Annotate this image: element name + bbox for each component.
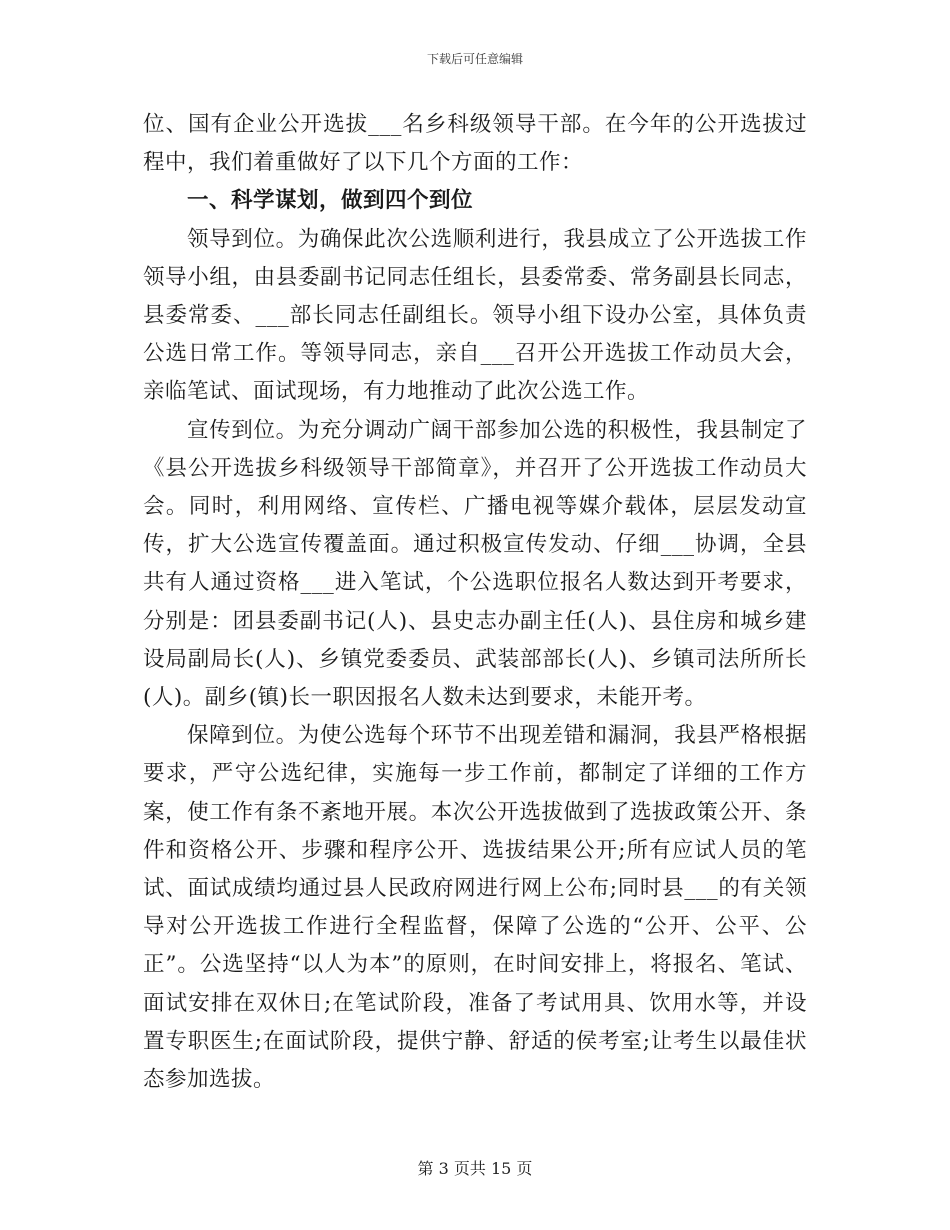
document-body — [143, 106, 807, 1099]
page-number: 第 3 页共 15 页 — [417, 1159, 533, 1178]
paragraph-leadership: 领导到位。为确保此次公选顺利进行，我县成立了公开选拔工作领导小组，由县委副书记同志任组长，县委常委、常务副县长同志，县委常委、___部长同志任副组长。领导小组下设办公室，具体负责公选日常工作。等领导同志，亲自___召开公开选拔工作动员大会，亲临笔试、面试现场，有力地推动了此次公选工作。 — [143, 226, 807, 405]
paragraph-publicity: 宣传到位。为充分调动广阔干部参加公选的积极性，我县制定了《县公开选拔乡科级领导干部简章》，并召开了公开选拔工作动员大会。同时，利用网络、宣传栏、广播电视等媒介载体，层层发动宣传，扩大公选宣传覆盖面。通过积极宣传发动、仔细___协调，全县共有人通过资格___进入笔试，个公选职位报名人数达到开考要求，分别是：团县委副书记(人)、县史志办副主任(人)、县住房和城乡建设局副局长(人)、乡镇党委委员、武装部部长(人)、乡镇司法所所长(人)。副乡(镇)长一职因报名人数未达到要求，未能开考。 — [143, 417, 807, 711]
paragraph-guarantee: 保障到位。为使公选每个环节不出现差错和漏洞，我县严格根据要求，严守公选纪律，实施每一步工作前，都制定了详细的工作方案，使工作有条不紊地开展。本次公开选拔做到了选拔政策公开、条件和资格公开、步骤和程序公开、选拔结果公开;所有应试人员的笔试、面试成绩均通过县人民政府网进行网上公布;同时县___的有关领导对公开选拔工作进行全程监督，保障了公选的“公开、公平、公正”。公选坚持“以人为本”的原则，在时间安排上，将报名、笔试、面试安排在双休日;在笔试阶段，准备了考试用具、饮用水等，并设置专职医生;在面试阶段，提供宁静、舒适的侯考室;让考生以最佳状态参加选拔。 — [143, 723, 807, 1093]
paragraph-intro: 位、国有企业公开选拔___名乡科级领导干部。在今年的公开选拔过程中，我们着重做好了以下几个方面的工作： — [143, 112, 807, 176]
section-heading: 一、科学谋划，做到四个到位 — [187, 188, 474, 214]
page-header: 下载后可任意编辑 — [426, 52, 523, 66]
